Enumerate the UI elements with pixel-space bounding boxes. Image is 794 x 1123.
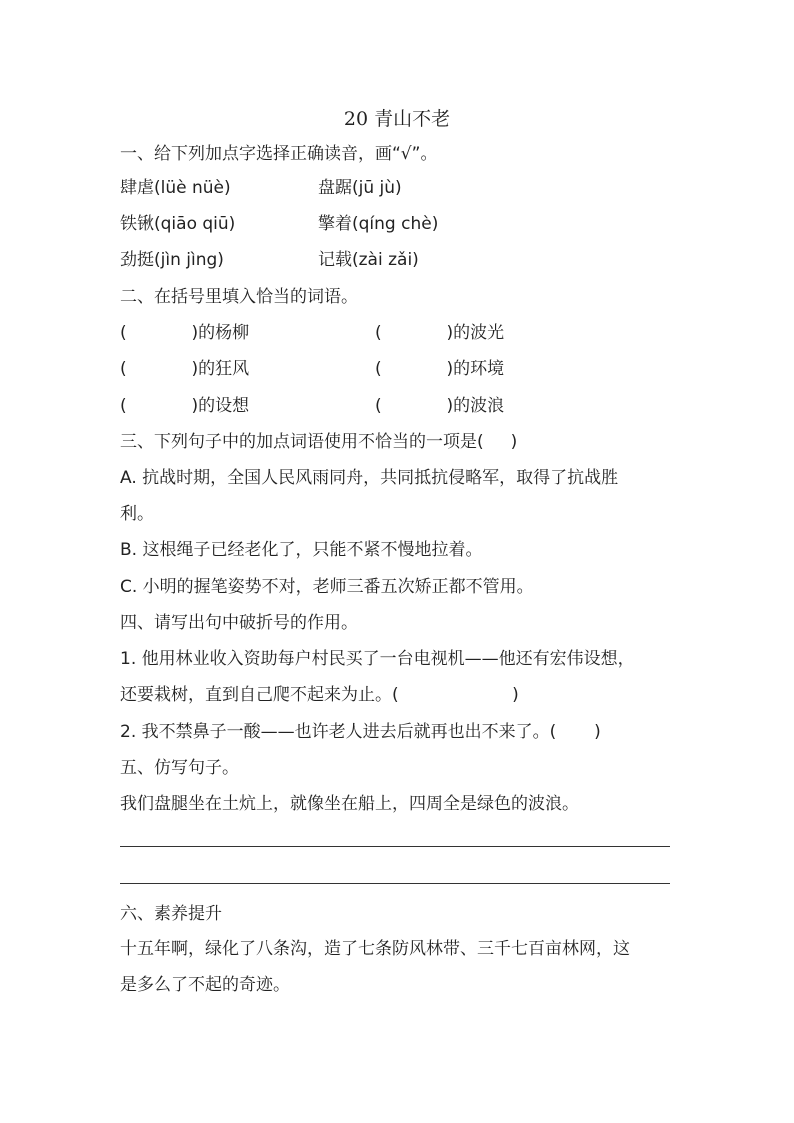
s2-blank-right-1[interactable]: ( )的波光: [375, 323, 505, 343]
s5-model-sentence: 我们盘腿坐在土炕上，就像坐在船上，四周全是绿色的波浪。: [120, 794, 579, 814]
s2-blank-left-1[interactable]: ( )的杨柳: [120, 323, 250, 343]
s2-blank-right-3[interactable]: ( )的波浪: [375, 396, 505, 416]
s6-paragraph-line1: 十五年啊，绿化了八条沟，造了七条防风林带、三千七百亩林网，这: [120, 939, 630, 959]
s3-option-a-line2: 利。: [120, 504, 154, 524]
answer-line-2[interactable]: [120, 883, 670, 884]
s1-item-left-1: 肆虐(lüè nüè): [120, 178, 231, 198]
s4-question2[interactable]: 2. 我不禁鼻子一酸——也许老人进去后就再也出不来了。( ): [120, 722, 601, 742]
answer-line-1[interactable]: [120, 846, 670, 847]
s1-item-right-1: 盘踞(jū jù): [318, 178, 402, 198]
s3-option-a-line1: A. 抗战时期，全国人民风雨同舟，共同抵抗侵略军，取得了抗战胜: [120, 468, 619, 488]
s6-paragraph-line2: 是多么了不起的奇迹。: [120, 975, 290, 995]
s3-option-b: B. 这根绳子已经老化了，只能不紧不慢地拉着。: [120, 540, 483, 560]
section3-heading: 三、下列句子中的加点词语使用不恰当的一项是( ): [120, 432, 518, 452]
s2-blank-left-2[interactable]: ( )的狂风: [120, 359, 250, 379]
section1-heading: 一、给下列加点字选择正确读音，画“√”。: [120, 144, 438, 164]
s1-item-right-2: 擎着(qíng chè): [318, 214, 439, 234]
s2-blank-left-3[interactable]: ( )的设想: [120, 396, 250, 416]
section5-heading: 五、仿写句子。: [120, 758, 239, 778]
s2-blank-right-2[interactable]: ( )的环境: [375, 359, 505, 379]
s1-item-left-2: 铁锹(qiāo qiū): [120, 214, 236, 234]
s1-item-left-3: 劲挺(jìn jìng): [120, 250, 224, 270]
page-title: 20 青山不老: [343, 108, 451, 130]
s1-item-right-3: 记载(zài zǎi): [318, 250, 419, 270]
section4-heading: 四、请写出句中破折号的作用。: [120, 613, 358, 633]
s4-question1-line1: 1. 他用林业收入资助每户村民买了一台电视机——他还有宏伟设想，: [120, 649, 635, 669]
s4-question1-line2[interactable]: 还要栽树，直到自己爬不起来为止。( ): [120, 685, 519, 705]
s3-option-c: C. 小明的握笔姿势不对，老师三番五次矫正都不管用。: [120, 577, 534, 597]
section6-heading: 六、素养提升: [120, 904, 222, 924]
section2-heading: 二、在括号里填入恰当的词语。: [120, 287, 358, 307]
